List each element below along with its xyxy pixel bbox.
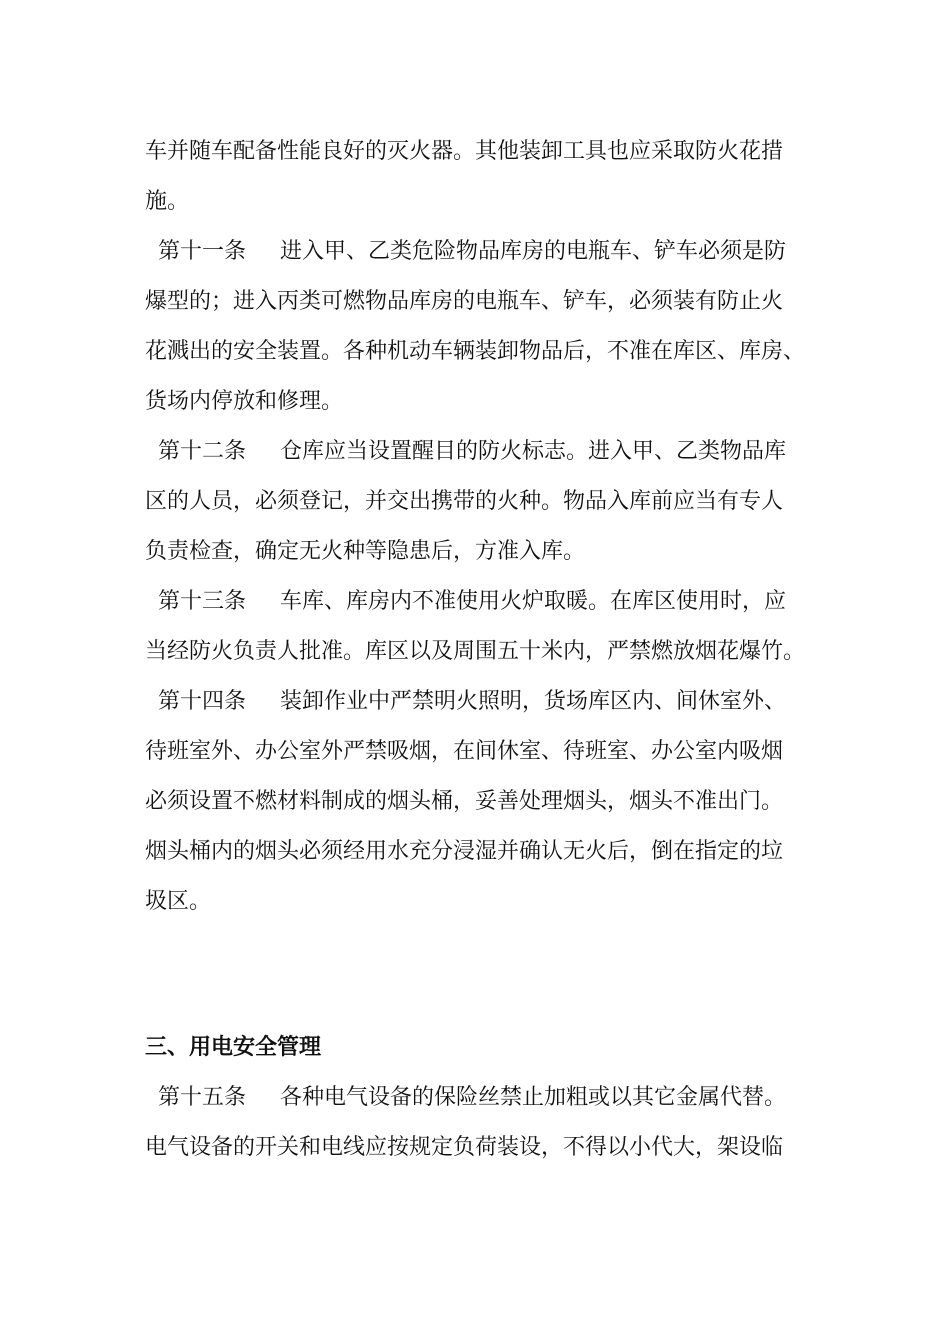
article-line: [158, 1083, 786, 1113]
article-text: 进入甲、乙类危险物品库房的电瓶车、铲车必须是防: [280, 239, 787, 264]
article-number: 第十四条: [158, 689, 247, 714]
article-line: [158, 587, 786, 617]
paragraph-line: 待班室外、办公室外严禁吸烟，在间休室、待班室、办公室内吸烟: [145, 739, 784, 764]
paragraph-line: 施。: [145, 189, 190, 214]
paragraph-line: 车并随车配备性能良好的灭火器。其他装卸工具也应采取防火花措: [145, 139, 784, 164]
paragraph-line: 必须设置不燃材料制成的烟头桶，妥善处理烟头，烟头不准出门。: [145, 789, 784, 814]
section-heading: 三、用电安全管理: [145, 1035, 322, 1060]
paragraph-line: 爆型的；进入丙类可燃物品库房的电瓶车、铲车，必须装有防止火: [145, 289, 784, 314]
article-text: 车库、库房内不准使用火炉取暖。在库区使用时，应: [280, 589, 787, 614]
paragraph-line: 当经防火负责人批准。库区以及周围五十米内，严禁燃放烟花爆竹。: [145, 639, 806, 664]
paragraph-line: 负责检查，确定无火种等隐患后，方准入库。: [145, 539, 586, 564]
paragraph-line: 电气设备的开关和电线应按规定负荷装设，不得以小代大，架设临: [145, 1135, 784, 1160]
paragraph-line: 圾区。: [145, 889, 212, 914]
paragraph-line: 烟头桶内的烟头必须经用水充分浸湿并确认无火后，倒在指定的垃: [145, 839, 784, 864]
article-text: 装卸作业中严禁明火照明，货场库区内、间休室外、: [280, 689, 787, 714]
article-number: 第十三条: [158, 589, 247, 614]
paragraph-line: 区的人员，必须登记，并交出携带的火种。物品入库前应当有专人: [145, 489, 784, 514]
article-number: 第十一条: [158, 239, 247, 264]
article-line: [158, 687, 786, 717]
paragraph-line: 货场内停放和修理。: [145, 389, 344, 414]
article-number: 第十五条: [158, 1085, 247, 1110]
article-text: 各种电气设备的保险丝禁止加粗或以其它金属代替。: [280, 1085, 787, 1110]
article-text: 仓库应当设置醒目的防火标志。进入甲、乙类物品库: [280, 439, 787, 464]
article-line: [158, 437, 786, 467]
article-number: 第十二条: [158, 439, 247, 464]
paragraph-line: 花溅出的安全装置。各种机动车辆装卸物品后，不准在库区、库房、: [145, 339, 806, 364]
article-line: [158, 237, 786, 267]
